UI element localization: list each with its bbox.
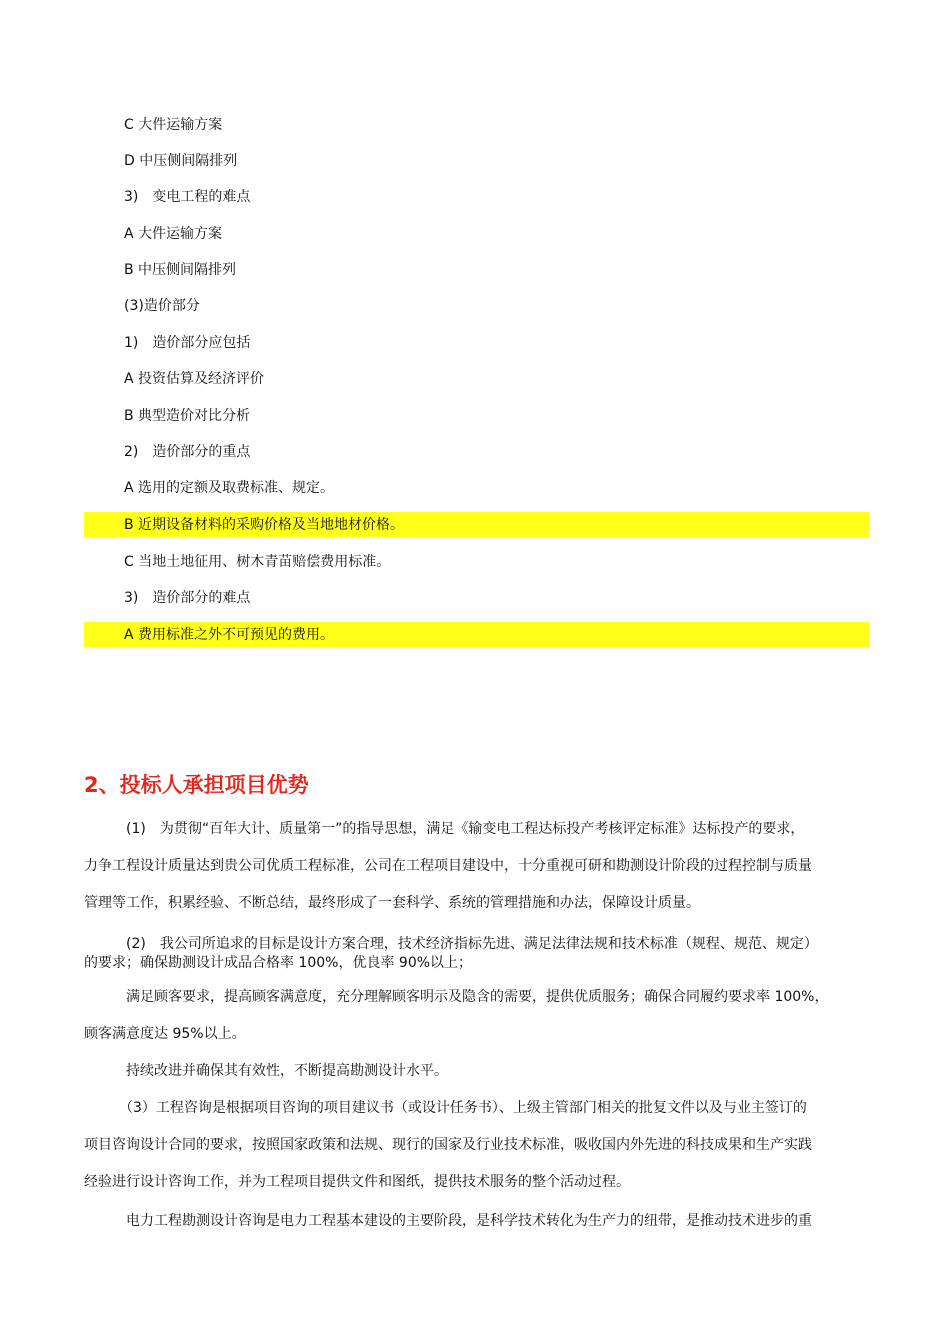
outline-item: C 当地土地征用、树木青苗赔偿费用标准。 <box>124 554 391 570</box>
paragraph-line: 管理等工作，积累经验、不断总结，最终形成了一套科学、系统的管理措施和办法，保障设计质量。 <box>84 895 700 911</box>
paragraph-line: 电力工程勘测设计咨询是电力工程基本建设的主要阶段，是科学技术转化为生产力的纽带，是推动技术进步的重 <box>84 1213 812 1229</box>
outline-item: A 费用标准之外不可预见的费用。 <box>124 627 335 643</box>
outline-item: 2) 造价部分的重点 <box>124 444 251 460</box>
paragraph-line: 力争工程设计质量达到贵公司优质工程标准，公司在工程项目建设中，十分重视可研和勘测设计阶段的过程控制与质量 <box>84 858 812 874</box>
paragraph-line: 满足顾客要求，提高顾客满意度，充分理解顾客明示及隐含的需要，提供优质服务；确保合同履约要求率 100%， <box>84 989 829 1005</box>
outline-item: 1) 造价部分应包括 <box>124 335 251 351</box>
outline-item: B 近期设备材料的采购价格及当地地材价格。 <box>124 517 405 533</box>
paragraph-line: 顾客满意度达 95%以上。 <box>84 1026 246 1042</box>
outline-item: C 大件运输方案 <box>124 117 223 133</box>
outline-item: A 大件运输方案 <box>124 226 223 242</box>
paragraph-line: （3）工程咨询是根据项目咨询的项目建议书（或设计任务书）、上级主管部门相关的批复文件以及与业主签订的 <box>84 1100 807 1116</box>
paragraph-line: 经验进行设计咨询工作，并为工程项目提供文件和图纸，提供技术服务的整个活动过程。 <box>84 1174 630 1190</box>
paragraph-line: 持续改进并确保其有效性，不断提高勘测设计水平。 <box>84 1063 448 1079</box>
outline-item: B 中压侧间隔排列 <box>124 262 237 278</box>
outline-item: A 投资估算及经济评价 <box>124 371 265 387</box>
outline-item: 3) 造价部分的难点 <box>124 590 251 606</box>
paragraph-line: (1) 为贯彻“百年大计、质量第一”的指导思想，满足《输变电工程达标投产考核评定标准》达标投产的要求， <box>84 821 805 837</box>
outline-item: D 中压侧间隔排列 <box>124 153 238 169</box>
outline-item: A 选用的定额及取费标准、规定。 <box>124 480 335 496</box>
paragraph-line: (2) 我公司所追求的目标是设计方案合理，技术经济指标先进、满足法律法规和技术标准（规程、规范、规定） <box>84 936 818 952</box>
outline-item: (3)造价部分 <box>124 298 200 314</box>
paragraph-line: 的要求；确保勘测设计成品合格率 100%，优良率 90%以上； <box>84 955 473 971</box>
paragraph-line: 项目咨询设计合同的要求，按照国家政策和法规、现行的国家及行业技术标准，吸收国内外先进的科技成果和生产实践 <box>84 1137 812 1153</box>
section-heading: 2、投标人承担项目优势 <box>84 773 309 797</box>
outline-item: 3) 变电工程的难点 <box>124 189 251 205</box>
outline-item: B 典型造价对比分析 <box>124 408 251 424</box>
